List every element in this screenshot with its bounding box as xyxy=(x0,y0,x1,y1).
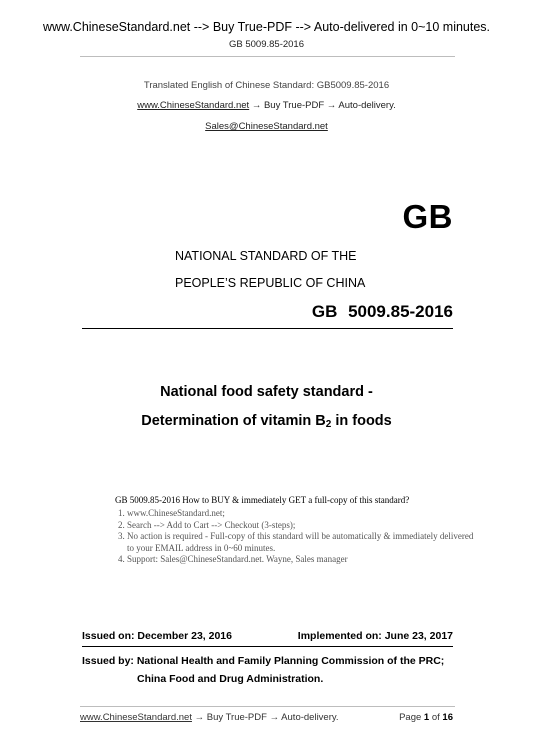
document-title-line2 xyxy=(0,413,533,430)
implemented-on-date: Implemented on: June 23, 2017 xyxy=(297,630,453,642)
standard-code: GB 5009.85-2016 xyxy=(311,302,453,321)
document-title-line1: National food safety standard - xyxy=(160,384,373,400)
page-indicator xyxy=(399,712,453,723)
site-link[interactable]: www.ChineseStandard.net xyxy=(137,100,250,111)
page-of: of xyxy=(429,712,443,723)
title-divider xyxy=(82,328,453,329)
footer-divider xyxy=(80,706,455,707)
footer-links xyxy=(80,712,339,723)
buy-step: 2. Search --> Add to Cart --> Checkout (3-steps); xyxy=(127,520,475,532)
translation-buy-line xyxy=(0,100,533,111)
header-divider xyxy=(80,56,455,57)
translation-email-line xyxy=(0,121,533,132)
page-prefix: Page xyxy=(399,712,424,723)
footer-buy-path: → Buy True-PDF → Auto-delivery. xyxy=(191,712,339,723)
gb-mark: GB xyxy=(402,198,453,235)
national-standard-line1: NATIONAL STANDARD OF THE xyxy=(175,249,357,263)
page-total: 16 xyxy=(442,712,453,723)
buy-steps-list xyxy=(115,508,475,566)
title-post: in foods xyxy=(331,413,392,429)
issued-by-line1: Issued by: National Health and Family Planning Commission of the PRC; xyxy=(82,655,445,667)
issued-by-line2: China Food and Drug Administration. xyxy=(137,673,324,685)
buy-step[interactable]: 1. www.ChineseStandard.net; xyxy=(127,508,475,520)
email-link[interactable]: Sales@ChineseStandard.net xyxy=(205,121,328,132)
issued-on-date: Issued on: December 23, 2016 xyxy=(82,630,232,642)
buy-path-text: → Buy True-PDF → Auto-delivery. xyxy=(249,100,396,111)
buy-instructions-box xyxy=(115,495,475,566)
title-pre: Determination of vitamin B xyxy=(141,413,326,429)
footer-site-link[interactable]: www.ChineseStandard.net xyxy=(80,712,192,723)
national-standard-line2: PEOPLE’S REPUBLIC OF CHINA xyxy=(175,276,366,290)
translation-note: Translated English of Chinese Standard: GB5009.85-2016 xyxy=(143,80,390,91)
buy-question: GB 5009.85-2016 How to BUY & immediately GET a full-copy of this standard? xyxy=(115,495,410,505)
issue-divider xyxy=(82,646,453,647)
page-number: 1 xyxy=(423,712,430,723)
header-standard-code: GB 5009.85-2016 xyxy=(228,39,304,50)
buy-step: 3. No action is required - Full-copy of this standard will be automatically & immediately delivered to your EMAIL address in 0~60 minutes. xyxy=(127,531,475,554)
title-subscript: 2 xyxy=(325,419,332,430)
header-promo-line: www.ChineseStandard.net --> Buy True-PDF --> Auto-delivered in 0~10 minutes. xyxy=(42,20,491,34)
buy-step: 4. Support: Sales@ChineseStandard.net. Wayne, Sales manager xyxy=(127,554,475,566)
